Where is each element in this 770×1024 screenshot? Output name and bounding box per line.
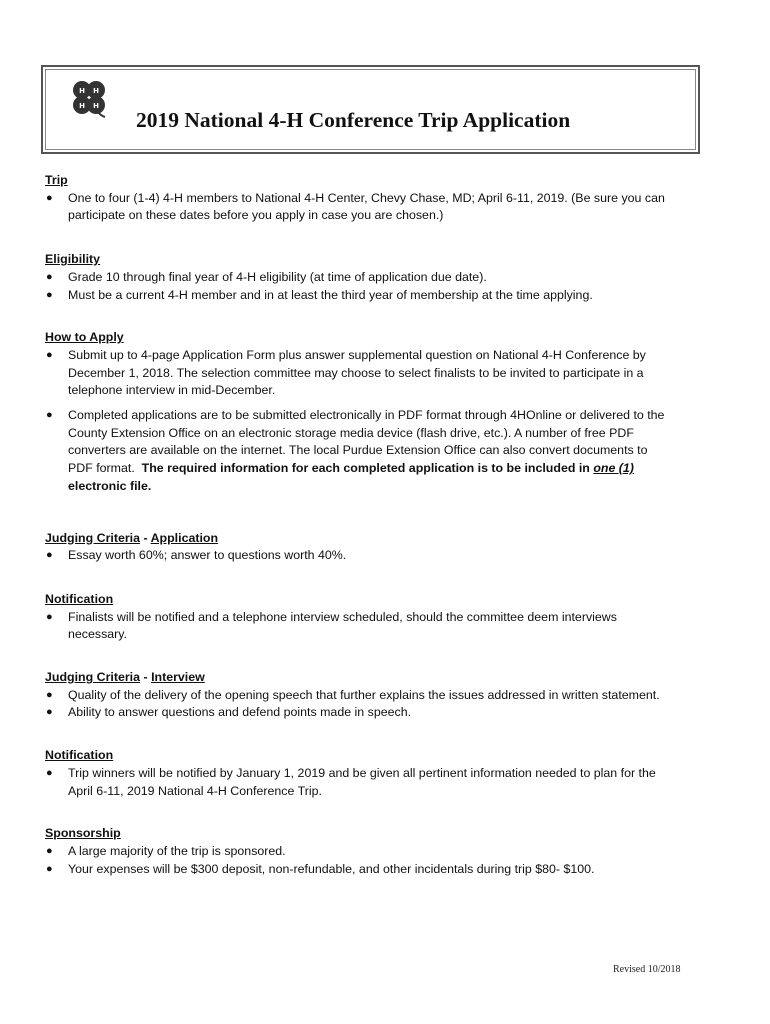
section-heading-trip: Trip <box>45 173 68 187</box>
list-item <box>45 704 675 722</box>
list-item-text: Ability to answer questions and defend points made in speech. <box>68 705 412 720</box>
bullet-icon: ● <box>46 348 53 361</box>
one-file-emphasis: one (1) <box>593 461 634 476</box>
bullet-icon: ● <box>46 706 53 719</box>
list-item-text: Quality of the delivery of the opening speech that further explains the issues addressed in written statement. <box>68 687 660 702</box>
list-item <box>45 843 675 861</box>
list-item <box>45 687 675 705</box>
section-trip <box>45 172 675 225</box>
heading-separator: - <box>143 530 148 545</box>
heading-part: Judging Criteria <box>45 530 141 545</box>
section-heading-notification: Notification <box>45 591 114 606</box>
bullet-icon: ● <box>46 409 53 422</box>
trip-list <box>45 190 675 225</box>
bullet-icon: ● <box>46 610 53 623</box>
logo-letter-h2: H <box>93 87 99 95</box>
revised-date: Revised 10/2018 <box>613 964 681 975</box>
list-item-text: A large majority of the trip is sponsored. <box>68 843 286 858</box>
section-heading-notification: Notification <box>45 748 114 763</box>
section-notification-winners <box>45 747 675 800</box>
bullet-icon: ● <box>46 270 53 283</box>
list-item <box>45 609 675 644</box>
heading-part: Application <box>150 530 219 545</box>
bullet-icon: ● <box>46 844 53 857</box>
section-notification-finalists <box>45 591 675 644</box>
section-judging-application <box>45 530 675 565</box>
section-heading-judging-application <box>45 530 675 548</box>
list-item <box>45 190 675 225</box>
bullet-icon: ● <box>46 862 53 875</box>
bullet-icon: ● <box>46 766 53 779</box>
document-body <box>45 172 675 878</box>
list-item <box>45 269 675 287</box>
bullet-icon: ● <box>46 288 53 301</box>
list-item-text: Completed applications are to be submitted electronically in PDF format through 4HOnline or delivered to the County Extension Office on an electronic storage media device (flash drive, etc.). A number of free PDF converters are available on the internet. The local Purdue Extension Office can also convert documents to PDF format. <box>68 408 665 476</box>
section-how-to-apply <box>45 329 675 495</box>
list-item <box>45 547 675 565</box>
list-item <box>45 861 675 879</box>
notification-winners-list <box>45 765 675 800</box>
list-item-text: Must be a current 4-H member and in at least the third year of membership at the time applying. <box>68 287 593 302</box>
section-heading-sponsorship: Sponsorship <box>45 826 121 841</box>
list-item-text: Essay worth 60%; answer to questions worth 40%. <box>68 548 347 563</box>
list-item <box>45 407 675 496</box>
electronic-file-note: electronic file. <box>68 478 152 493</box>
judging-interview-list <box>45 687 675 722</box>
how-to-apply-list <box>45 347 675 496</box>
bullet-icon: ● <box>46 688 53 701</box>
eligibility-list <box>45 269 675 304</box>
judging-application-list <box>45 547 675 565</box>
list-item <box>45 765 675 800</box>
required-info-note: The required information for each completed application is to be included in <box>141 461 590 476</box>
heading-part: Interview <box>151 670 205 685</box>
heading-part: Judging Criteria <box>45 670 141 685</box>
sponsorship-list <box>45 843 675 878</box>
list-item <box>45 287 675 305</box>
four-h-clover-logo <box>69 78 109 118</box>
page-title: 2019 National 4-H Conference Trip Application <box>136 108 571 132</box>
section-heading-eligibility: Eligibility <box>45 252 101 267</box>
logo-letter-h3: H <box>79 102 85 110</box>
section-heading-how-to-apply: How to Apply <box>45 330 124 345</box>
list-item-text: Submit up to 4-page Application Form plus answer supplemental question on National 4-H Conference by December 1, 2018. The selection committee may choose to select finalists to be invited to participate in a telephone interview in mid-December. <box>68 347 646 398</box>
header-box <box>41 65 700 154</box>
list-item-text: Grade 10 through final year of 4-H eligibility (at time of application due date). <box>68 269 487 284</box>
section-eligibility <box>45 251 675 304</box>
list-item <box>45 347 675 400</box>
heading-separator: - <box>143 670 148 685</box>
list-item-text: Finalists will be notified and a telephone interview scheduled, should the committee deem interviews necessary. <box>68 609 617 642</box>
bullet-icon: ● <box>46 549 53 562</box>
logo-letter-h1: H <box>79 87 85 95</box>
section-sponsorship <box>45 825 675 878</box>
bullet-icon: ● <box>46 191 53 204</box>
section-heading-judging-interview <box>45 669 675 687</box>
notification-finalists-list <box>45 609 675 644</box>
list-item-text: One to four (1-4) 4-H members to National 4-H Center, Chevy Chase, MD; April 6-11, 2019. (Be sure you can participate on these dates before you apply in case you are chosen.) <box>68 190 665 223</box>
list-item-text: Your expenses will be $300 deposit, non-refundable, and other incidentals during trip $80- $100. <box>68 861 595 876</box>
section-judging-interview <box>45 669 675 722</box>
logo-letter-h4: H <box>93 102 99 110</box>
list-item-text: Trip winners will be notified by January 1, 2019 and be given all pertinent information needed to plan for the April 6-11, 2019 National 4-H Conference Trip. <box>68 765 656 798</box>
